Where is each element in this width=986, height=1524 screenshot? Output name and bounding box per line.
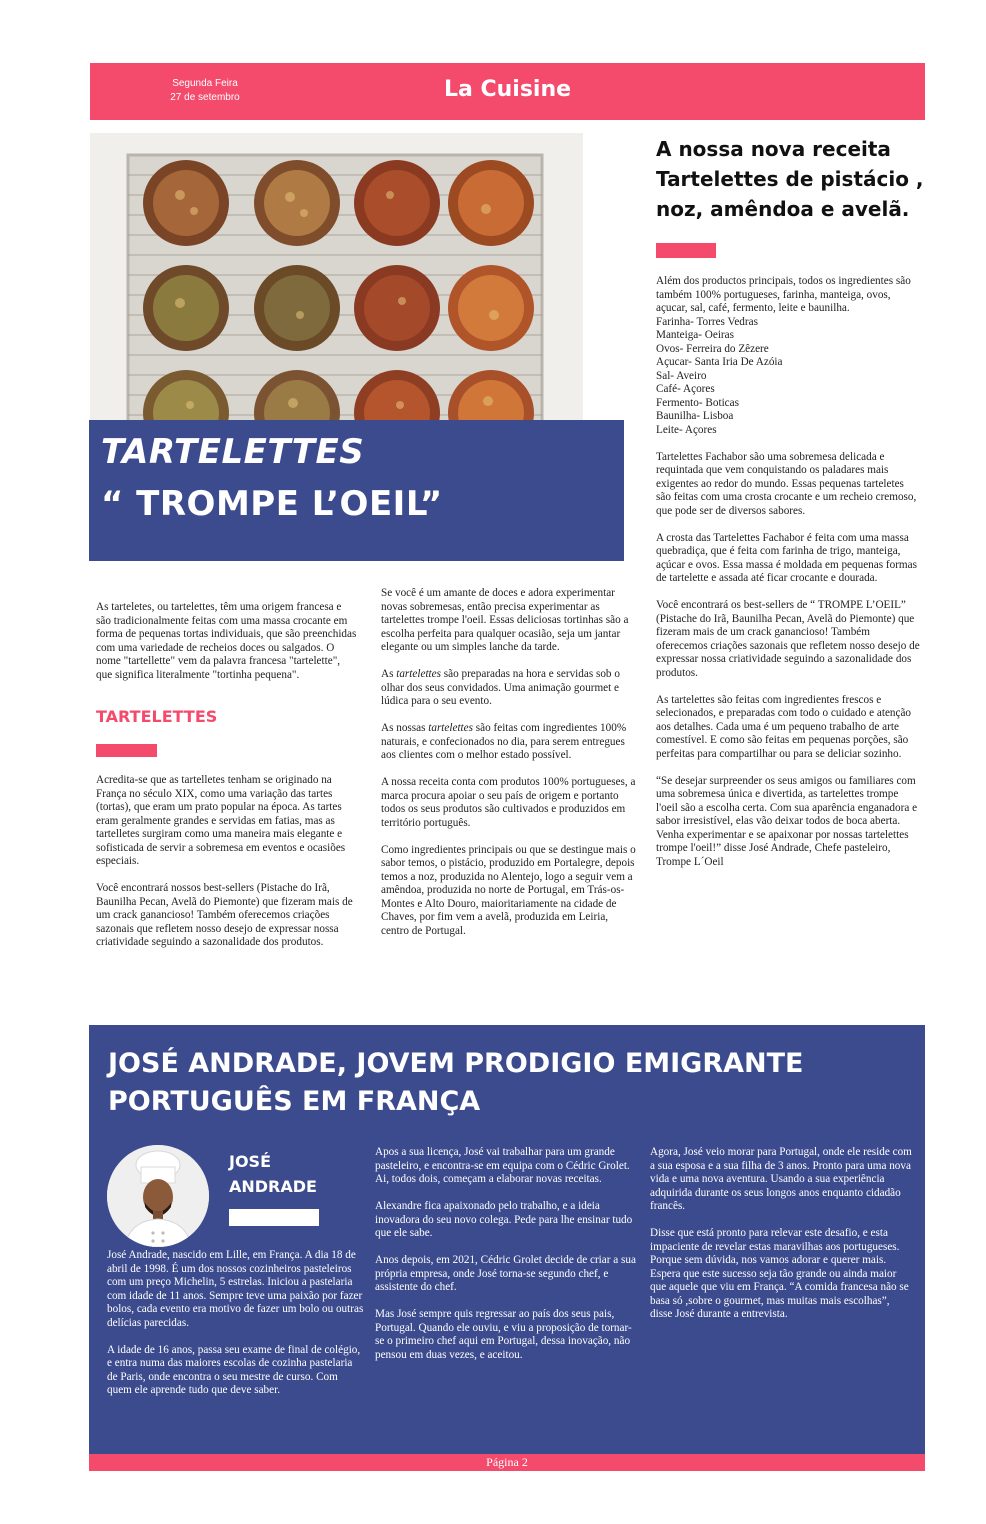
middle-paragraph: A nossa receita conta com produtos 100% portugueses, a marca procura apoiar o seu país de origem e portanto todos os seus produtos são cultivados e produzidos em território português.	[381, 776, 636, 829]
chef-first-name: JOSÉ	[229, 1152, 272, 1171]
history-column	[96, 774, 354, 963]
feature-paragraph: Alexandre fica apaixonado pelo trabalho, e a ideia inovadora do seu novo colega. Pede para lhe ensinar tudo que ele sabe.	[375, 1200, 633, 1239]
ingredient-item: Açucar- Santa Iria De Azóia	[656, 356, 783, 368]
recipe-heading-line1: A nossa nova receita	[656, 137, 891, 161]
ingredient-item: Farinha- Torres Vedras	[656, 315, 758, 328]
middle-column	[381, 587, 637, 952]
tartelettes-photo-art	[90, 133, 583, 423]
recipe-heading-line2: Tartelettes de pistácio ,	[656, 167, 924, 191]
feature-paragraph: Mas José sempre quis regressar ao país dos seus pais, Portugal. Quando ele ouviu, e viu a proposição de tornar-se o primeiro chef aqui em Portugal, dessa inovação, não pensou em duas vezes, e aceitou.	[375, 1308, 632, 1361]
middle-paragraph: Se você é um amante de doces e adora experimentar novas sobremesas, então precisa experimentar as tartelettes trompe l'oeil. Essas deliciosas tortinhas são a escolha perfeita para qualquer ocasião, seja um jantar elegante ou um simples lanche da tarde.	[381, 587, 629, 653]
hero-title-block	[89, 420, 624, 561]
chef-avatar	[107, 1145, 209, 1247]
tartelettes-photo	[90, 133, 583, 423]
text-run: As	[381, 668, 397, 680]
feature-paragraph: A idade de 16 anos, passa seu exame de final de colégio, e entra numa das maiores escolas de cozinha pastelaria de Paris, onde encontra o seu mestre de curso. Com quem ele aprende tudo que deve saber.	[107, 1343, 361, 1396]
emphasis-run: tartelettes	[396, 668, 441, 680]
middle-paragraph	[381, 722, 637, 763]
text-run: As nossas	[381, 722, 429, 734]
ingredient-item: Fermento- Boticas	[656, 396, 739, 409]
feature-column-1	[107, 1249, 365, 1411]
middle-paragraph	[381, 668, 637, 709]
chef-accent-bar	[229, 1209, 319, 1226]
recipe-intro: Além dos productos principais, todos os ingredientes são também 100% portugueses, farinha, manteiga, ovos, açucar, sal, café, fermento, leite e baunilha.	[656, 275, 911, 314]
recipe-accent-bar	[656, 243, 716, 258]
feature-paragraph: Apos a sua licença, José vai trabalhar para um grande pasteleiro, e encontra-se em equipa com o Cédric Grolet. Ai, todos dois, começam a elaborar novas receitas.	[375, 1146, 630, 1185]
masthead-title: La Cuisine	[443, 77, 572, 102]
recipe-paragraph: Tartelettes Fachabor são uma sobremesa delicada e requintada que vem conquistando os paladares mais exigentes ao redor do mundo. Essas pequenas tarteletes são feitas com uma crosta crocante e um recheio cremoso, que pode ser de diversos sabores.	[656, 450, 917, 517]
text-run: são preparadas na hora e servidas sob o olhar dos seus convidados. Uma animação gourmet e lúdica para o seu evento.	[381, 668, 620, 707]
middle-paragraph: Como ingredientes principais ou que se destingue mais o sabor temos, o pistácio, produzido em Portalegre, depois temos a noz, produzida no Alentejo, logo a seguir vem a amêndoa, produzida no norte de Portugal, em Trás-os-Montes e Alto Douro, maioritariamente na cidade de Chaves, por fim vem a avelã, produzida em Leiria, centro de Portugal.	[381, 843, 636, 937]
ingredient-item: Leite- Açores	[656, 423, 717, 436]
recipe-paragraph: “Se desejar surpreender os seus amigos ou familiares com uma sobremesa única e divertida, as tartelettes trompe l'oeil são a escolha certa. Com sua aparência enganadora e sabor irresistível, elas vão deixar todos de boca aberta. Venha experimentar e se apaixonar por nossas tartelettes trompe l'oeil!” disse José Andrade, Chefe pasteleiro, Trompe L´Oeil	[656, 774, 918, 868]
masthead-date-text: 27 de setembro	[170, 92, 240, 103]
chef-name-label	[229, 1149, 317, 1199]
ingredient-item: Sal- Aveiro	[656, 369, 707, 382]
history-paragraph: Você encontrará nossos best-sellers (Pistache do Irã, Baunilha Pecan, Avelã do Piemonte) que fizeram mais de um crack ganancioso! Também oferecemos criações sazonais que refletem nosso desejo de expressar nossa criatividade seguindo a sazonalidade dos produtos.	[96, 882, 353, 948]
ingredient-item: Baunilha- Lisboa	[656, 410, 734, 422]
recipe-paragraph: As tartelettes são feitas com ingredientes frescos e selecionados, e preparadas com todo o cuidado e atenção aos detalhes. Cada uma é um pequeno trabalho de arte comestível. E como são feitas em pequenas porções, são perfeitas para compartilhar ou para se deliciar sozinho.	[656, 693, 912, 760]
recipe-heading-line3: noz, amêndoa e avelã.	[656, 197, 910, 221]
recipe-column	[656, 275, 920, 883]
page-footer	[89, 1454, 925, 1471]
feature-column-3	[650, 1146, 912, 1335]
section-title-tartelettes: TARTELETTES	[96, 707, 218, 726]
history-paragraph: Acredita-se que as tartelletes tenham se originado na França no século XIX, como uma variação das tartes (tortas), que eram um prato popular na época. As tartes eram geralmente grandes e servidas em fatias, mas as tartelletes surgiram como uma maneira mais elegante e sofisticada de servir a sobremesa em eventos e ocasiões especiais.	[96, 774, 346, 867]
feature-paragraph: José Andrade, nascido em Lille, em França. A dia 18 de abril de 1998. É um dos nossos cozinheiros pasteleiros com um preço Michelin, 5 estrelas. Iniciou a pastelaria com idade de 11 anos. Sempre teve uma paixão por fazer bolos, cada evento era motivo de fazer um bolo ou outras delícias parecidas.	[107, 1249, 364, 1329]
feature-column-2	[375, 1146, 637, 1376]
feature-paragraph: Agora, José veio morar para Portugal, onde ele reside com a sua esposa e a sua filha de 3 anos. Pronto para uma nova vida e uma nova aventura. Usando a sua experiência adquirida durante os seus longos anos enquanto cidadão francês.	[650, 1146, 912, 1212]
ingredients-block	[656, 275, 920, 437]
feature-paragraph: Anos depois, em 2021, Cédric Grolet decide de criar a sua própria empresa, onde José torna-se segundo chef, e assistente do chef.	[375, 1254, 636, 1293]
recipe-paragraph: Você encontrará os best-sellers de “ TROMPE L’OEIL” (Pistache do Irã, Baunilha Pecan, Avelã do Piemonte) que fizeram mais de um crack ganancioso! Também oferecemos criações sazonais que refletem nosso desejo de expressar nossa criatividade seguindo a sazonalidade dos produtos.	[656, 599, 920, 679]
ingredient-item: Manteiga- Oeiras	[656, 329, 734, 341]
origin-intro-text: As tarteletes, ou tartelettes, têm uma origem francesa e são tradicionalmente feitas com uma massa crocante em forma de pequenas tortas individuais, que são preenchidas com uma variedade de recheios doces ou salgados. O nome "tartellette" vem da palavra francesa "tartelette", que significa literalmente "tortinha pequena".	[96, 601, 357, 681]
recipe-heading	[656, 134, 936, 224]
page-number: Página 2	[486, 1455, 528, 1469]
emphasis-run: tartelettes	[428, 722, 473, 734]
feature-paragraph: Disse que está pronto para relevar este desafio, e esta impaciente de revelar estas maravilhas aos portugueses. Porque sem dúvida, nos vamos adorar e querer mais. Espera que este sucesso seja tão grande ou ainda maior que aquele que viu em França. “A comida francesa não se basa só ,sobre o gourmet, mas muitas mais escolhas”, disse José durante a entrevista.	[650, 1227, 909, 1320]
feature-title: JOSÉ ANDRADE, JOVEM PRODIGIO EMIGRANTE PORTUGUÊS EM FRANÇA	[108, 1048, 804, 1117]
ingredient-item: Ovos- Ferreira do Zêzere	[656, 342, 769, 355]
recipe-paragraph: A crosta das Tartelettes Fachabor é feita com uma massa quebradiça, que é feita com farinha de trigo, manteiga, açúcar e ovos. Essa massa é moldada em pequenas formas de tartelette e assada até ficar crocante e dourada.	[656, 531, 917, 584]
text-run: são feitas com ingredientes 100% naturais, e confecionados no dia, para serem entregues aos clientes com o melhor estado possível.	[381, 722, 627, 761]
masthead	[90, 63, 925, 120]
ingredient-item: Café- Açores	[656, 383, 715, 395]
chef-portrait-icon	[107, 1145, 209, 1247]
hero-title-line2: “ TROMPE L’OEIL”	[101, 484, 443, 524]
section-accent-bar	[96, 744, 157, 757]
masthead-day: Segunda Feira	[172, 78, 238, 89]
hero-title-line1: TARTELETTES	[101, 432, 365, 472]
origin-intro	[96, 601, 358, 696]
chef-last-name: ANDRADE	[229, 1177, 317, 1196]
